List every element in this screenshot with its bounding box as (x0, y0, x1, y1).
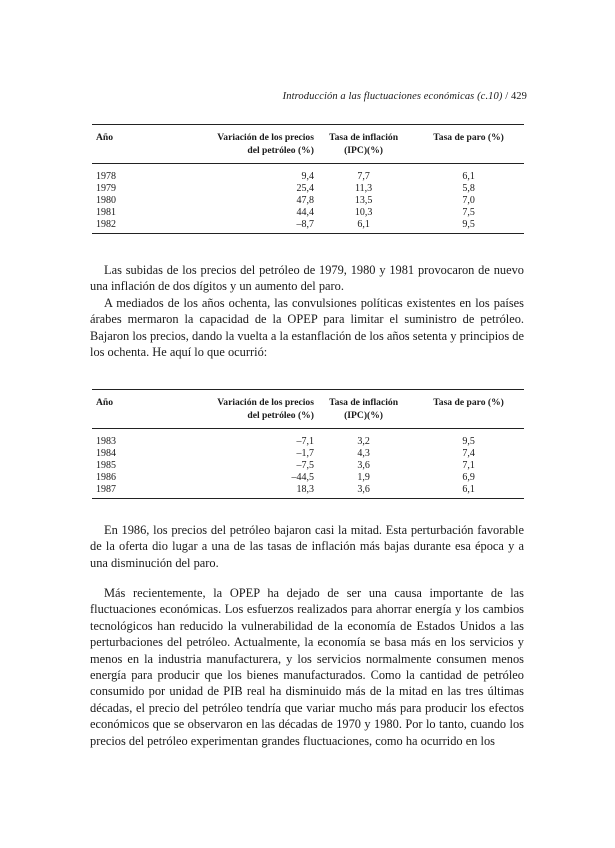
cell-inflation: 3,2 (357, 436, 370, 447)
column-header-year: Año (92, 390, 191, 429)
column-header-oil-line1: Variación de los precios (217, 397, 314, 408)
paragraph-oil-price-rises: Las subidas de los precios del petróleo de 1979, 1980 y 1981 provocaron de nuevo una inflación de dos dígitos y un aumento del paro. (90, 263, 524, 294)
cell-oil-change: 18,3 (191, 484, 314, 499)
cell-oil-change: –7,1 (296, 436, 314, 447)
cell-inflation: 3,6 (357, 460, 370, 471)
cell-oil-change: –7,5 (296, 460, 314, 471)
paragraph-1986-price-drop: En 1986, los precios del petróleo bajaron casi la mitad. Esta perturbación favorable de la oferta dio lugar a una de las tasas de inflación más bajas durante esa época y a una disminución del paro. (90, 523, 524, 570)
cell-unemployment: 7,1 (462, 460, 475, 471)
cell-oil-change: –8,7 (191, 219, 314, 234)
table-row (92, 183, 524, 195)
cell-oil-change: 25,4 (296, 183, 314, 194)
table-row (92, 195, 524, 207)
table-row (92, 219, 524, 234)
running-title: Introducción a las fluctuaciones económicas (c.10) (282, 91, 503, 102)
cell-unemployment: 5,8 (462, 183, 475, 194)
column-header-oil-line1: Variación de los precios (217, 132, 314, 143)
table-row (92, 207, 524, 219)
column-header-inflation (314, 125, 413, 164)
column-header-unemployment: Tasa de paro (%) (413, 390, 524, 429)
page-number: / 429 (505, 91, 527, 102)
cell-unemployment: 6,1 (462, 171, 475, 182)
cell-unemployment: 7,0 (462, 195, 475, 206)
cell-year: 1979 (96, 183, 116, 194)
column-header-inflation-line1: Tasa de inflación (329, 132, 399, 143)
cell-year: 1982 (92, 219, 191, 234)
cell-inflation: 4,3 (357, 448, 370, 459)
column-header-oil-line2: del petróleo (%) (247, 145, 314, 156)
cell-inflation: 3,6 (314, 484, 413, 499)
table-row (92, 164, 524, 184)
table-row (92, 484, 524, 499)
cell-oil-change: 44,4 (296, 207, 314, 218)
cell-oil-change: 47,8 (296, 195, 314, 206)
column-header-inflation-line1: Tasa de inflación (329, 397, 399, 408)
cell-year: 1981 (96, 207, 116, 218)
cell-year: 1986 (96, 472, 116, 483)
table-row (92, 429, 524, 449)
cell-year: 1987 (92, 484, 191, 499)
column-header-inflation (314, 390, 413, 429)
column-header-oil-price-change (191, 390, 314, 429)
table-header-row (92, 125, 524, 164)
column-header-oil-price-change (191, 125, 314, 164)
oil-shock-table-1983-1987 (92, 389, 524, 499)
column-header-inflation-line2: (IPC)(%) (344, 145, 384, 156)
column-header-unemployment: Tasa de paro (%) (413, 125, 524, 164)
cell-inflation: 1,9 (357, 472, 370, 483)
table-header-row (92, 390, 524, 429)
cell-inflation: 6,1 (314, 219, 413, 234)
cell-unemployment: 9,5 (413, 219, 524, 234)
paragraph-mid-eighties: A mediados de los años ochenta, las convulsiones políticas existentes en los países árabes mermaron la capacidad de la OPEP para limitar el suministro de petróleo. Bajaron los precios, dando la vuelta a la estanflación de los años setenta y principios de los ochenta. He aquí lo que ocurrió: (90, 296, 524, 360)
cell-year: 1983 (96, 436, 116, 447)
cell-year: 1985 (96, 460, 116, 471)
table-row (92, 448, 524, 460)
cell-inflation: 10,3 (354, 207, 373, 218)
cell-unemployment: 6,1 (413, 484, 524, 499)
running-head (283, 91, 527, 102)
cell-inflation: 11,3 (354, 183, 373, 194)
oil-shock-table-1978-1982 (92, 124, 524, 234)
column-header-inflation-line2: (IPC)(%) (344, 410, 384, 421)
table-row (92, 472, 524, 484)
column-header-year: Año (92, 125, 191, 164)
cell-unemployment: 9,5 (462, 436, 475, 447)
cell-year: 1984 (96, 448, 116, 459)
cell-oil-change: –1,7 (296, 448, 314, 459)
column-header-oil-line2: del petróleo (%) (247, 410, 314, 421)
paragraph-recent-opec: Más recientemente, la OPEP ha dejado de ser una causa importante de las fluctuaciones económicas. Los esfuerzos realizados para ahorrar energía y los cambios tecnológicos han reducido la vulnerabilidad de la economía de Estados Unidos a las perturbaciones del petróleo. Actualmente, la economía se basa más en los servicios y menos en la industria manufacturera, y los servicios normalmente consumen menos energía para producir que los bienes manufacturados. Como la cantidad de petróleo consumido por unidad de PIB real ha disminuido más de la mitad en las tres últimas décadas, el precio del petróleo tendría que variar mucho más para producir los efectos económicos que se observaron en las décadas de 1970 y 1980. Por lo tanto, cuando los precios del petróleo experimentan grandes fluctuaciones, como ha ocurrido en los (90, 586, 524, 748)
cell-year: 1978 (96, 171, 116, 182)
cell-unemployment: 6,9 (462, 472, 475, 483)
cell-unemployment: 7,5 (462, 207, 475, 218)
cell-oil-change: –44,5 (291, 472, 314, 483)
cell-inflation: 7,7 (357, 171, 370, 182)
cell-unemployment: 7,4 (462, 448, 475, 459)
table-row (92, 460, 524, 472)
cell-oil-change: 9,4 (301, 171, 314, 182)
cell-year: 1980 (96, 195, 116, 206)
cell-inflation: 13,5 (354, 195, 373, 206)
